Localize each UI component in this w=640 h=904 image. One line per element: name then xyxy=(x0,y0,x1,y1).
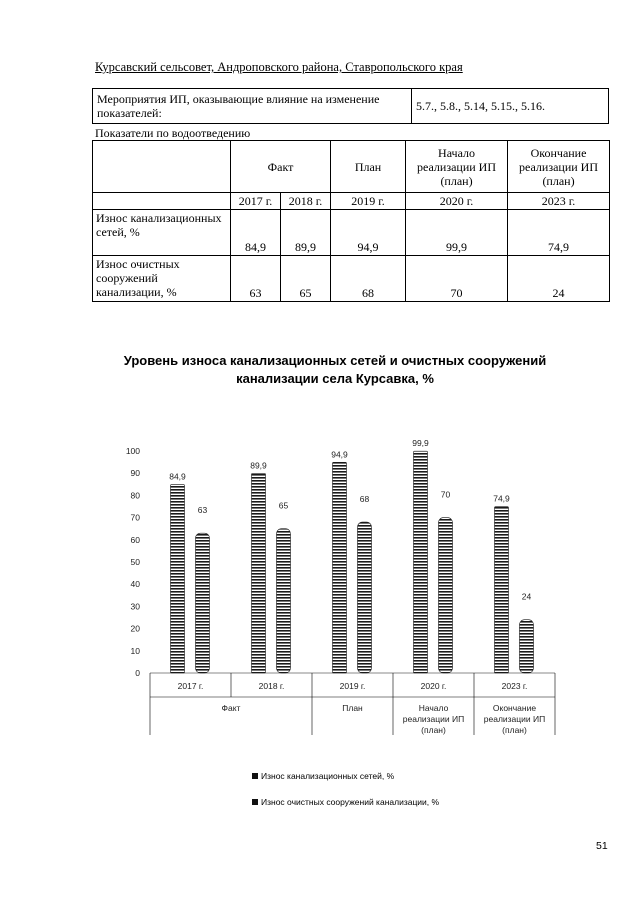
category-group-label: Факт xyxy=(221,703,241,713)
category-group-label: реализации ИП xyxy=(402,714,465,724)
y-tick-label: 0 xyxy=(135,668,140,678)
y-tick-label: 30 xyxy=(130,601,140,612)
header-end: Окончание реализации ИП (план) xyxy=(508,141,610,193)
category-group-label: План xyxy=(342,703,363,713)
year-cell: 2017 г. xyxy=(231,193,281,210)
year-cell: 2019 г. xyxy=(331,193,406,210)
bar-network-wear xyxy=(495,507,509,673)
x-tick-label: 2023 г. xyxy=(501,681,528,691)
x-tick-label: 2017 г. xyxy=(177,681,204,691)
bar-treatment-wear xyxy=(277,529,291,673)
y-tick-label: 90 xyxy=(130,468,140,479)
table-cell: 65 xyxy=(281,256,331,302)
bar-network-wear xyxy=(414,451,428,673)
bar-treatment-wear xyxy=(358,522,372,673)
header-fact: Факт xyxy=(231,141,331,193)
header-plan: План xyxy=(331,141,406,193)
measures-label: Мероприятия ИП, оказывающие влияние на изменение показателей: xyxy=(93,89,412,124)
legend-label: Износ канализационных сетей, % xyxy=(261,771,395,781)
data-label: 99,9 xyxy=(412,438,429,449)
category-group-label: (план) xyxy=(421,725,446,735)
table-cell: 63 xyxy=(231,256,281,302)
table-cell: 74,9 xyxy=(508,210,610,256)
category-group-label: Начало xyxy=(418,703,449,713)
data-label: 68 xyxy=(359,494,370,505)
page-number: 51 xyxy=(596,840,608,852)
year-cell: 2020 г. xyxy=(406,193,508,210)
bar-network-wear xyxy=(333,462,347,673)
x-tick-label: 2018 г. xyxy=(258,681,285,691)
row-label: Износ канализационных сетей, % xyxy=(93,210,231,256)
y-tick-label: 50 xyxy=(130,557,140,567)
bar-treatment-wear xyxy=(439,518,453,673)
y-tick-label: 70 xyxy=(130,512,140,523)
data-label: 70 xyxy=(440,489,451,500)
chart-title: Уровень износа канализационных сетей и очистных сооружений канализации села Курсавка, % xyxy=(123,353,547,386)
y-tick-label: 60 xyxy=(130,534,140,545)
table-caption: Показатели по водоотведению xyxy=(95,126,251,140)
data-label: 84,9 xyxy=(169,471,186,482)
category-group-label: (план) xyxy=(502,725,527,735)
legend-swatch xyxy=(252,799,258,805)
bar-network-wear xyxy=(171,485,185,673)
table-cell: 24 xyxy=(508,256,610,302)
table-cell: 68 xyxy=(331,256,406,302)
table-cell: 70 xyxy=(406,256,508,302)
year-cell: 2023 г. xyxy=(508,193,610,210)
bar-network-wear xyxy=(252,473,266,673)
y-tick-label: 20 xyxy=(130,623,140,634)
legend-item xyxy=(252,771,394,781)
table-cell: 89,9 xyxy=(281,210,331,256)
measures-value: 5.7., 5.8., 5.14, 5.15., 5.16. xyxy=(412,89,609,124)
legend-label: Износ очистных сооружений канализации, % xyxy=(261,797,440,807)
data-label: 74,9 xyxy=(493,493,510,504)
y-tick-label: 10 xyxy=(130,645,140,656)
bar-treatment-wear xyxy=(520,620,534,673)
data-label: 94,9 xyxy=(331,449,348,460)
y-tick-label: 100 xyxy=(125,446,140,456)
row-label: Износ очистных сооружений канализации, % xyxy=(93,256,231,302)
data-label: 89,9 xyxy=(250,460,267,471)
table-cell: 99,9 xyxy=(406,210,508,256)
document-header: Курсавский сельсовет, Андроповского района, Ставропольского края xyxy=(95,60,463,74)
y-tick-label: 40 xyxy=(130,579,140,590)
bar-treatment-wear xyxy=(196,533,210,673)
y-tick-label: 80 xyxy=(130,490,140,501)
data-label: 24 xyxy=(521,591,532,602)
year-cell: 2018 г. xyxy=(281,193,331,210)
data-label: 65 xyxy=(278,500,289,511)
legend-item xyxy=(252,797,439,807)
table-cell: 94,9 xyxy=(331,210,406,256)
legend-swatch xyxy=(252,773,258,779)
header-start: Начало реализации ИП (план) xyxy=(406,141,508,193)
category-group-label: Окончание xyxy=(492,703,537,713)
data-label: 63 xyxy=(197,505,208,516)
x-tick-label: 2019 г. xyxy=(339,681,366,691)
table-cell: 84,9 xyxy=(231,210,281,256)
x-tick-label: 2020 г. xyxy=(420,681,447,691)
category-group-label: реализации ИП xyxy=(483,714,546,724)
